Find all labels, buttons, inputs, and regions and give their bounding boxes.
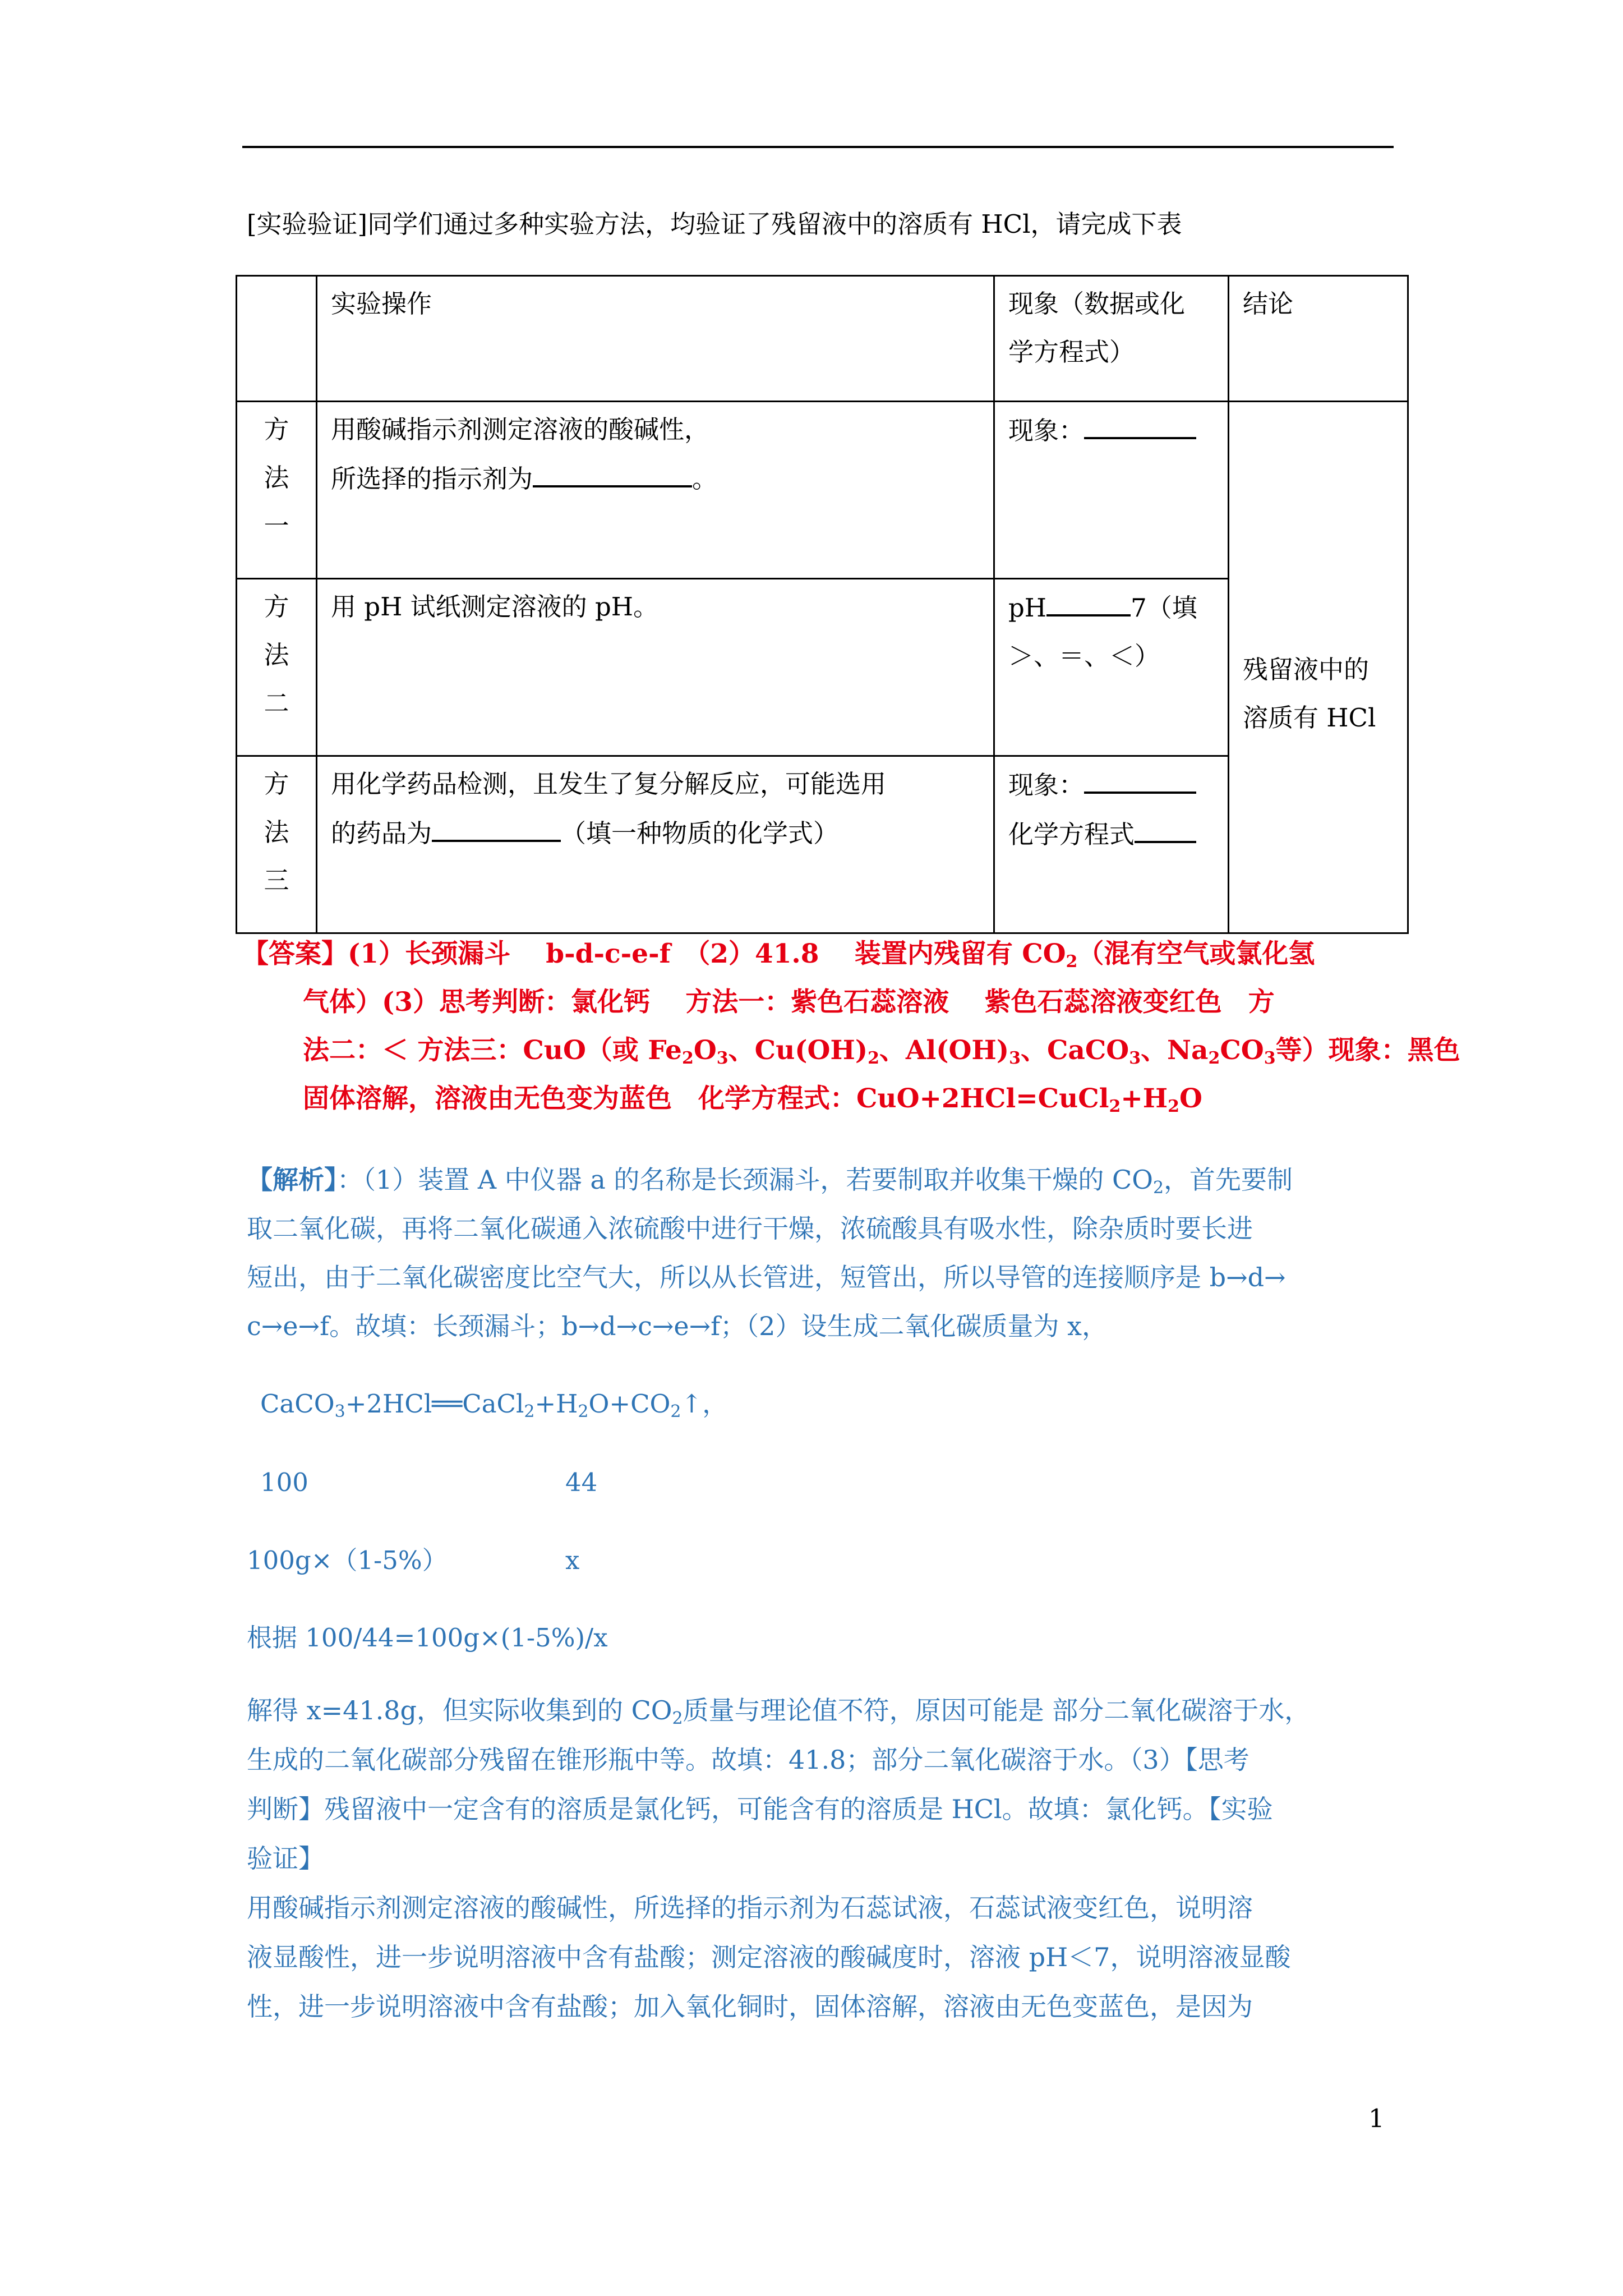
answer-line: 法二：＜ 方法三：CuO（或 $Fe_2O_3$、$Cu(OH)_2$、$Al(OH)_3$、CaCO$_3$、$Na_2CO_3$等）现象：黑色	[303, 1035, 1460, 1068]
analysis-line: 取二氧化碳，再将二氧化碳通入浓硫酸中进行干燥，浓硫酸具有吸水性，除杂质时要长进	[247, 1213, 1253, 1244]
analysis-line: 判断】残留液中一定含有的溶质是氯化钙，可能含有的溶质是 HCl。故填：氯化钙。【实验	[247, 1794, 1273, 1824]
analysis-line: 解得 x=41.8g，但实际收集到的 $CO_2$质量与理论值不符，原因可能是 部分二氧化碳溶于水，	[247, 1695, 1311, 1728]
table-row	[237, 402, 1408, 579]
analysis-line: 验证】	[247, 1843, 324, 1874]
page-number: 1	[1368, 2104, 1385, 2133]
method-label: 方 法 一	[237, 402, 317, 579]
answer-line: 固体溶解，溶液由无色变为蓝色 化学方程式：$CuO+2HCl=CuCl_2+H_2O$	[303, 1083, 1202, 1116]
answer-line: 【答案】(1）长颈漏斗 b-d-c-e-f （2）41.8 装置内残留有 $CO_2$（混有空气或氯化氢	[242, 938, 1315, 972]
header-operation: 实验操作	[317, 276, 994, 402]
answer-blank	[1135, 809, 1196, 843]
answer-blank	[1084, 406, 1196, 439]
operation-cell: 用 pH 试纸测定溶液的 pH。	[317, 579, 994, 756]
answer-blank	[432, 808, 561, 842]
intro-text: [实验验证]同学们通过多种实验方法，均验证了残留液中的溶质有 HCl，请完成下表	[247, 209, 1182, 239]
header-empty-cell	[237, 276, 317, 402]
method-label: 方 法 三	[237, 756, 317, 933]
ratio-equation: 根据 100/44=100g×(1-5%)/x	[247, 1623, 608, 1653]
analysis-line: 性，进一步说明溶液中含有盐酸；加入氧化铜时，固体溶解，溶液由无色变蓝色，是因为	[247, 1991, 1253, 2022]
operation-cell: 用酸碱指示剂测定溶液的酸碱性， 所选择的指示剂为 。	[317, 402, 994, 579]
chemical-equation: $CaCO_3+2HCl══CaCl_2+H_2O+CO_2↑$，	[260, 1389, 728, 1421]
mass-caco3: 100g×（1-5%）	[247, 1545, 448, 1575]
analysis-block	[247, 1156, 1402, 1351]
phenomenon-cell: pH 7（填 ＞、＝、＜）	[994, 579, 1229, 756]
molar-mass-co2: 44	[565, 1467, 598, 1497]
conclusion-cell: 残留液中的 溶质有 HCl	[1229, 402, 1408, 933]
header-conclusion: 结论	[1229, 276, 1408, 402]
analysis-line: c→e→f。故填：长颈漏斗；b→d→c→e→f；（2）设生成二氧化碳质量为 x，	[247, 1311, 1108, 1341]
analysis-line: 液显酸性，进一步说明溶液中含有盐酸；测定溶液的酸碱度时，溶液 pH＜7，说明溶液显酸	[247, 1942, 1291, 1972]
header-phenomenon: 现象（数据或化 学方程式）	[994, 276, 1229, 402]
analysis-line: 【解析】：（1）装置 A 中仪器 a 的名称是长颈漏斗，若要制取并收集干燥的 $CO_2$，首先要制	[247, 1165, 1293, 1198]
table-header-row	[237, 276, 1408, 402]
method-label: 方 法 二	[237, 579, 317, 756]
operation-cell: 用化学药品检测，且发生了复分解反应，可能选用 的药品为 （填一种物质的化学式）	[317, 756, 994, 933]
molar-mass-caco3: 100	[260, 1467, 308, 1497]
analysis-line: 用酸碱指示剂测定溶液的酸碱性，所选择的指示剂为石蕊试液，石蕊试液变红色，说明溶	[247, 1893, 1253, 1923]
analysis-line: 短出，由于二氧化碳密度比空气大，所以从长管进，短管出，所以导管的连接顺序是 b→d→	[247, 1262, 1286, 1292]
answer-block	[242, 930, 1460, 1123]
header-rule	[242, 146, 1394, 148]
analysis-continued	[247, 1686, 1402, 2031]
answer-blank	[1046, 583, 1131, 616]
answer-blank	[533, 454, 692, 487]
phenomenon-cell: 现象：	[994, 402, 1229, 579]
mass-x: x	[565, 1545, 580, 1575]
analysis-heading: 【解析】	[247, 1165, 337, 1195]
answer-blank	[1084, 760, 1196, 794]
experiment-table	[236, 275, 1409, 934]
phenomenon-cell: 现象： 化学方程式	[994, 756, 1229, 933]
answer-line: 气体）(3）思考判断：氯化钙 方法一：紫色石蕊溶液 紫色石蕊溶液变红色 方	[303, 987, 1275, 1018]
analysis-line: 生成的二氧化碳部分残留在锥形瓶中等。故填：41.8；部分二氧化碳溶于水。（3）【思考	[247, 1745, 1249, 1775]
